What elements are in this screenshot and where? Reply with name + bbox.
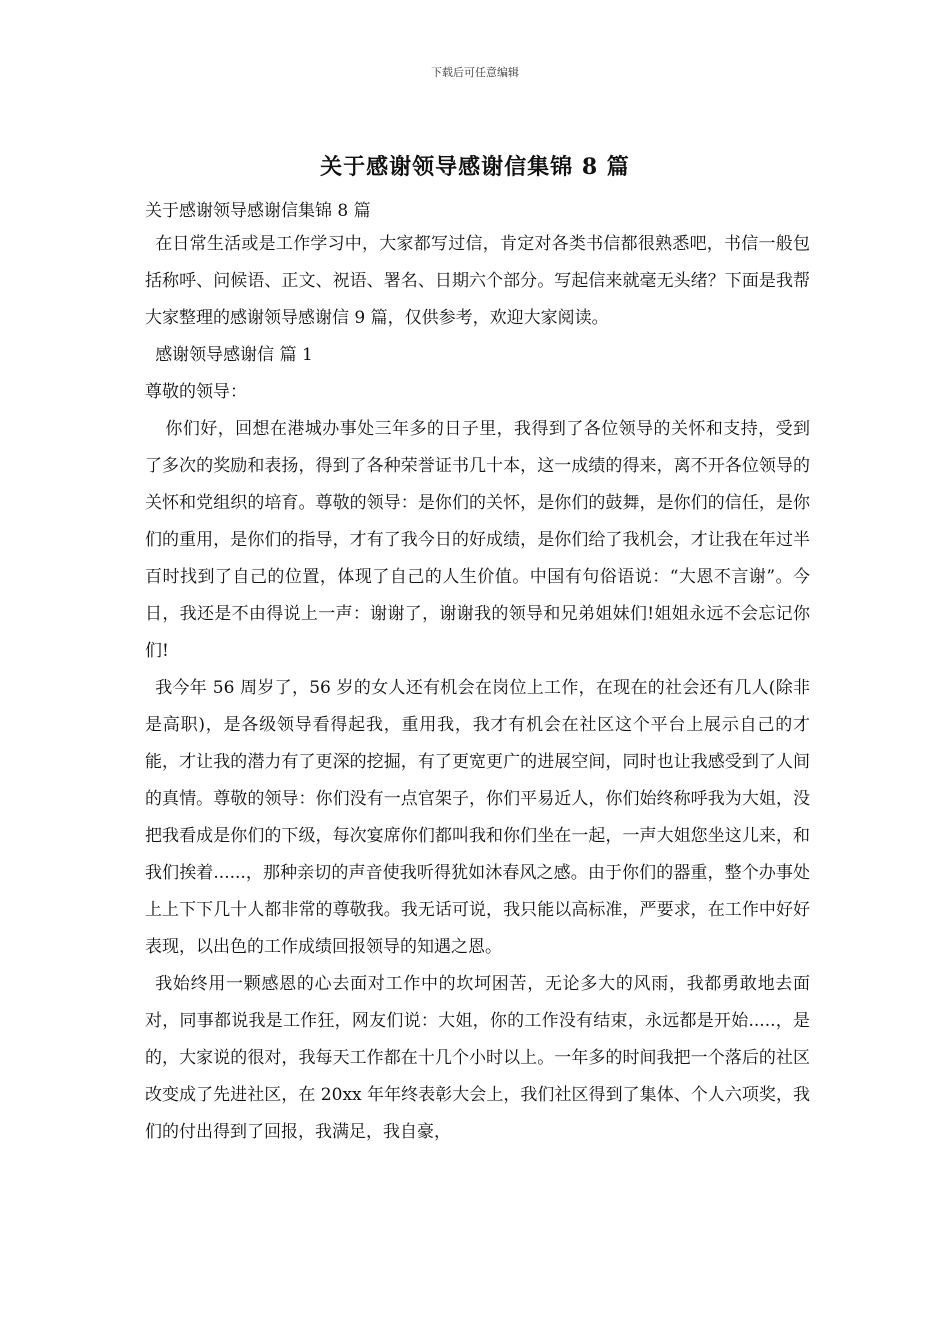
body-paragraph-1: 你们好，回想在港城办事处三年多的日子里，我得到了各位领导的关怀和支持，受到了多次的奖励和表扬，得到了各种荣誉证书几十本，这一成绩的得来，离不开各位领导的关怀和党组织的培育。尊敬的领导：是你们的关怀，是你们的鼓舞，是你们的信任，是你们的重用，是你们的指导，才有了我今日的好成绩，是你们给了我机会，才让我在年过半百时找到了自己的位置，体现了自己的人生价值。中国有句俗语说：“大恩不言谢”。今日，我还是不由得说上一声：谢谢了，谢谢我的领导和兄弟姐妹们!姐姐永远不会忘记你们! (145, 419, 810, 661)
salutation: 尊敬的领导： (145, 382, 247, 402)
body-paragraph-2: 我今年 56 周岁了，56 岁的女人还有机会在岗位上工作，在现在的社会还有几人(除非是高职)，是各级领导看得起我，重用我，我才有机会在社区这个平台上展示自己的才能，才让我的潜力有了更深的挖掘，有了更宽更广的进展空间，同时也让我感受到了人间的真情。尊敬的领导：你们没有一点官架子，你们平易近人，你们始终称呼我为大姐，没把我看成是你们的下级，每次宴席你们都叫我和你们坐在一起，一声大姐您坐这儿来，和我们挨着......，那种亲切的声音使我听得犹如沐春风之感。由于你们的器重，整个办事处上上下下几十人都非常的尊敬我。我无话可说，我只能以高标准，严要求，在工作中好好表现，以出色的工作成绩回报领导的知遇之恩。 (145, 678, 810, 957)
intro-paragraph: 在日常生活或是工作学习中，大家都写过信，肯定对各类书信都很熟悉吧，书信一般包括称呼、问候语、正文、祝语、署名、日期六个部分。写起信来就毫无头绪？下面是我帮大家整理的感谢领导感谢信 9 篇，仅供参考，欢迎大家阅读。 (145, 234, 810, 328)
section-heading: 感谢领导感谢信 篇 1 (155, 345, 313, 365)
document-body (145, 198, 810, 1151)
body-paragraph-3: 我始终用一颗感恩的心去面对工作中的坎坷困苦，无论多大的风雨，我都勇敢地去面对，同事都说我是工作狂，网友们说：大姐，你的工作没有结束，永远都是开始.....，是的，大家说的很对，我每天工作都在十几个小时以上。一年多的时间我把一个落后的社区改变成了先进社区，在 20xx 年年终表彰大会上，我们社区得到了集体、个人六项奖，我们的付出得到了回报，我满足，我自豪， (145, 974, 810, 1142)
document-subtitle: 关于感谢领导感谢信集锦 8 篇 (145, 201, 371, 221)
header-note: 下载后可任意编辑 (431, 66, 519, 79)
document-title: 关于感谢领导感谢信集锦 8 篇 (320, 154, 630, 180)
